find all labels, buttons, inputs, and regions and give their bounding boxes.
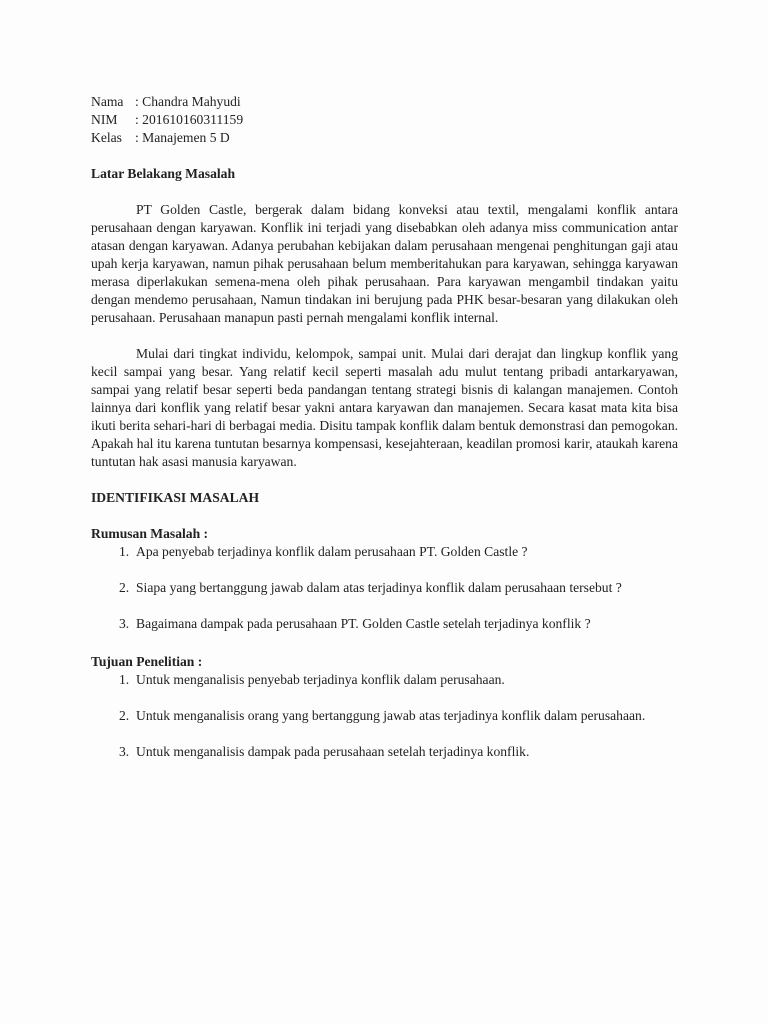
list-text: Apa penyebab terjadinya konflik dalam perusahaan PT. Golden Castle ?	[136, 544, 528, 559]
list-number: 3.	[119, 744, 130, 759]
background-paragraph-1: PT Golden Castle, bergerak dalam bidang konveksi atau textil, mengalami konflik antara perusahaan dengan karyawan. Konflik ini terjadi yang disebabkan oleh adanya miss communication antar atasan dengan karyawan. Adanya perubahan kebijakan dalam perusahaan mengenai penghitungan gaji atau upah kerja karyawan, namun pihak perusahaan belum memberitahukan para karyawan, sehingga karyawan merasa diperlakukan semena-mena oleh pihak perusahaan. Para karyawan mengambil tindakan yaitu dengan mendemo perusahaan, Namun tindakan ini berujung pada PHK besar-besaran yang dilakukan oleh perusahaan. Perusahaan manapun pasti pernah mengalami konflik internal.	[91, 202, 678, 325]
list-item	[91, 707, 678, 725]
list-text: Untuk menganalisis dampak pada perusahaan setelah terjadinya konflik.	[136, 744, 530, 759]
name-label: Nama	[91, 94, 124, 109]
nim-label: NIM	[91, 112, 118, 127]
class-value: : Manajemen 5 D	[135, 130, 230, 145]
problem-formulation-list	[91, 543, 678, 633]
problem-formulation-heading: Rumusan Masalah :	[91, 526, 209, 541]
list-number: 1.	[119, 544, 130, 559]
list-item	[91, 743, 678, 761]
name-row	[91, 93, 678, 111]
list-text: Untuk menganalisis penyebab terjadinya konflik dalam perusahaan.	[136, 672, 505, 687]
nim-value: : 201610160311159	[135, 112, 244, 127]
list-text: Siapa yang bertanggung jawab dalam atas terjadinya konflik dalam perusahaan tersebut ?	[136, 580, 622, 595]
student-identity	[91, 93, 678, 147]
list-item	[91, 543, 678, 561]
list-number: 1.	[119, 672, 130, 687]
list-number: 3.	[119, 616, 130, 631]
list-item	[91, 671, 678, 689]
list-number: 2.	[119, 580, 130, 595]
background-heading: Latar Belakang Masalah	[91, 166, 236, 181]
list-text: Untuk menganalisis orang yang bertanggung jawab atas terjadinya konflik dalam perusahaan.	[136, 708, 646, 723]
name-value: : Chandra Mahyudi	[135, 94, 241, 109]
list-number: 2.	[119, 708, 130, 723]
background-paragraph-2: Mulai dari tingkat individu, kelompok, sampai unit. Mulai dari derajat dan lingkup konflik yang kecil sampai yang besar. Yang relatif kecil seperti masalah adu mulut tentang pribadi antarkaryawan, sampai yang relatif besar seperti beda pandangan tentang strategi bisnis di kalangan manajemen. Contoh lainnya dari konflik yang relatif besar yakni antara karyawan dan manajemen. Secara kasat mata kita bisa ikuti berita sehari-hari di berbagai media. Disitu tampak konflik dalam bentuk demonstrasi dan pemogokan. Apakah hal itu karena tuntutan besarnya kompensasi, kesejahteraan, keadilan promosi karir, ataukah karena tuntutan hak asasi manusia karyawan.	[91, 346, 679, 469]
list-item	[91, 579, 678, 597]
class-row	[91, 129, 678, 147]
research-goals-heading: Tujuan Penelitian :	[91, 654, 203, 669]
document-page	[91, 93, 678, 761]
identification-heading: IDENTIFIKASI MASALAH	[91, 490, 260, 505]
nim-row	[91, 111, 678, 129]
class-label: Kelas	[91, 130, 122, 145]
research-goals-list	[91, 671, 678, 761]
list-text: Bagaimana dampak pada perusahaan PT. Golden Castle setelah terjadinya konflik ?	[136, 616, 591, 631]
list-item	[91, 615, 678, 633]
